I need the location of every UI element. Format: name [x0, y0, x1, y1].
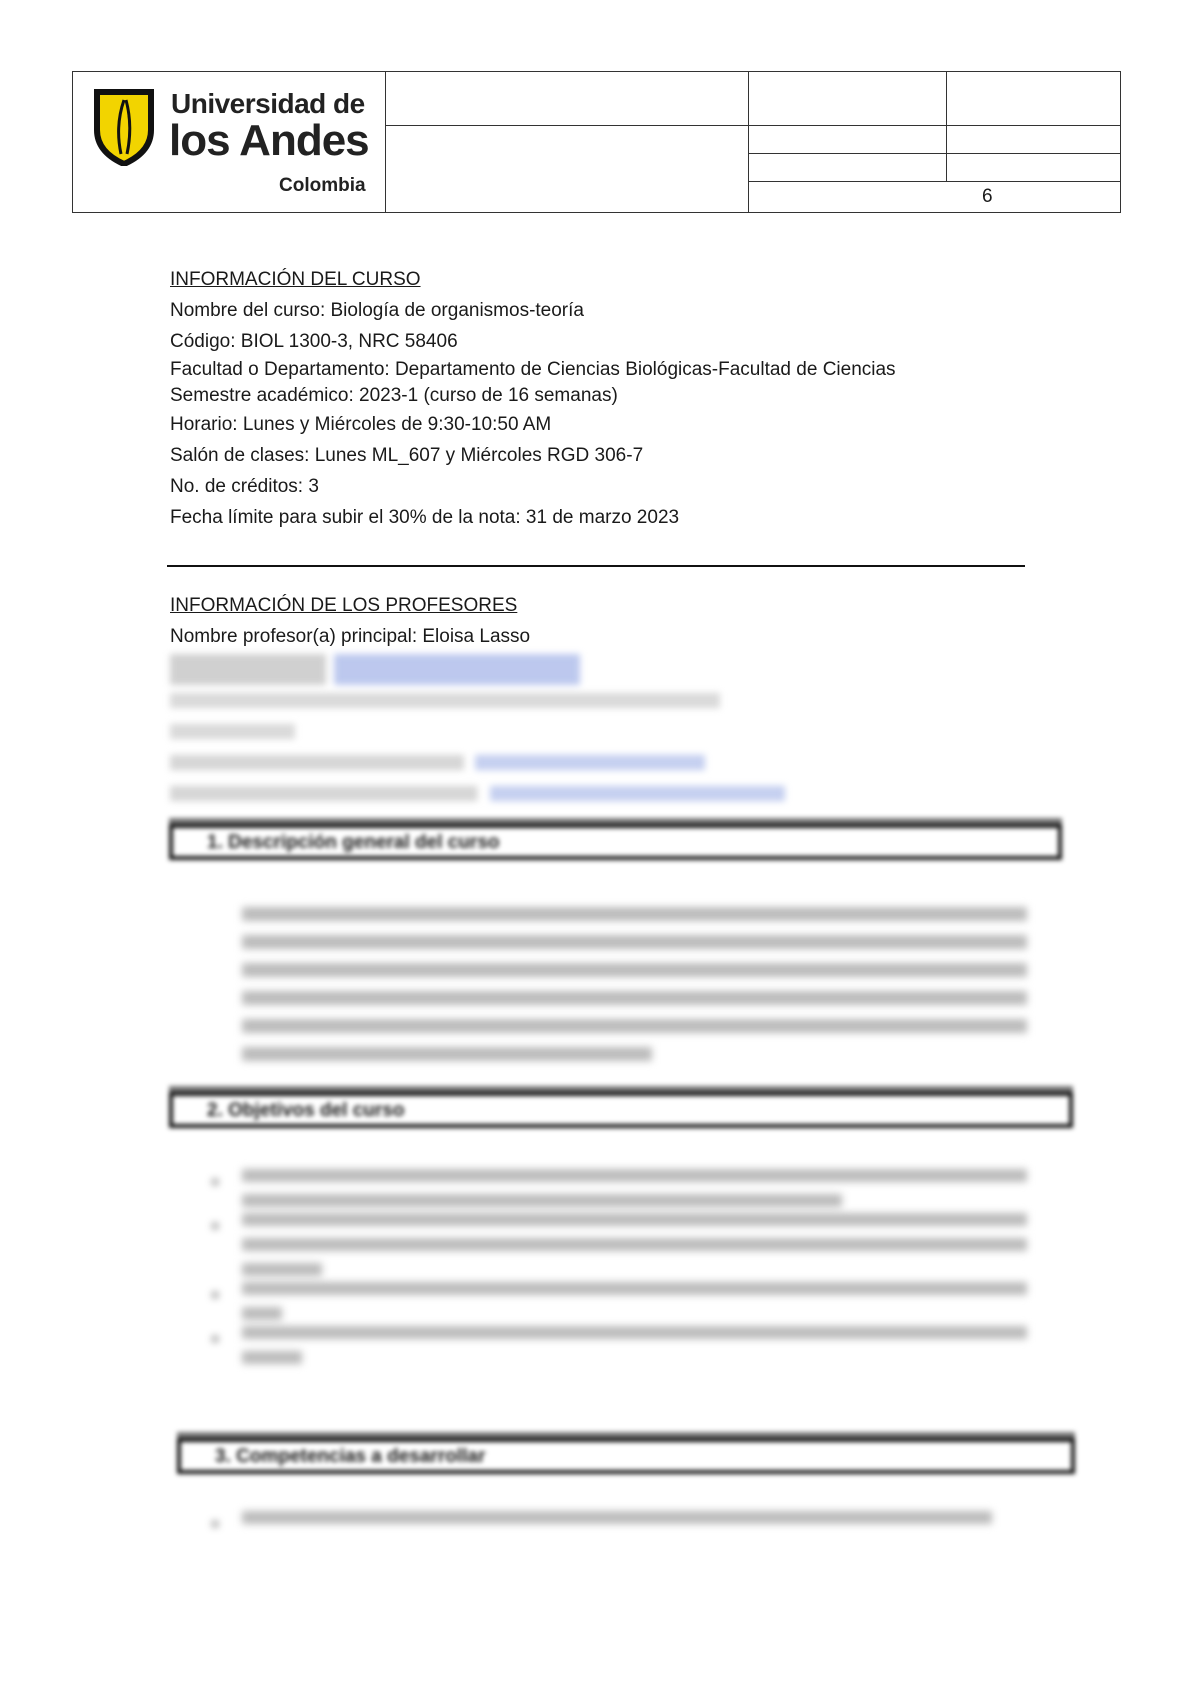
header-cell-subtitle	[386, 126, 749, 212]
header-cell	[749, 72, 947, 126]
section-heading-2	[169, 1092, 1073, 1128]
page-number-cell	[749, 182, 1120, 212]
header-cell	[947, 72, 1120, 126]
course-schedule: Horario: Lunes y Miércoles de 9:30-10:50 AM	[170, 414, 552, 435]
header-cell	[947, 154, 1120, 182]
section-title-1: 1. Descripción general del curso	[207, 832, 500, 853]
section-heading-3	[177, 1438, 1075, 1474]
course-info	[170, 264, 1030, 533]
main-professor: Nombre profesor(a) principal: Eloisa Lasso	[170, 626, 531, 647]
course-code: Código: BIOL 1300-3, NRC 58406	[170, 331, 458, 352]
divider	[167, 565, 1025, 567]
header-table	[72, 71, 1121, 213]
logo-line-1: Universidad de	[171, 88, 365, 119]
logo-line-3: Colombia	[279, 175, 366, 196]
redacted-professor-details	[170, 654, 785, 809]
header-cell	[749, 126, 947, 154]
course-credits: No. de créditos: 3	[170, 476, 319, 497]
section-title-3: 3. Competencias a desarrollar	[215, 1446, 486, 1467]
redacted-objectives	[212, 1163, 1027, 1364]
course-room: Salón de clases: Lunes ML_607 y Miércoles RGD 306-7	[170, 445, 644, 466]
course-deadline: Fecha límite para subir el 30% de la nota: 31 de marzo 2023	[170, 507, 680, 528]
logo-cell	[73, 72, 386, 212]
professors-info	[170, 590, 785, 809]
header-cell	[947, 126, 1120, 154]
logo-wordmark	[73, 72, 386, 212]
section-heading-1	[169, 824, 1062, 860]
redacted-competencies	[212, 1505, 1027, 1524]
header-cell-title	[386, 72, 749, 126]
course-info-heading: INFORMACIÓN DEL CURSO	[170, 269, 421, 290]
redacted-description	[242, 900, 1027, 1061]
logo-line-2: los Andes	[169, 116, 369, 165]
course-semester: Semestre académico: 2023-1 (curso de 16 semanas)	[170, 385, 618, 406]
course-faculty: Facultad o Departamento: Departamento de Ciencias Biológicas-Facultad de Ciencias	[170, 359, 896, 380]
section-title-2: 2. Objetivos del curso	[207, 1100, 405, 1121]
page-number: 6	[982, 186, 993, 207]
course-name: Nombre del curso: Biología de organismos-teoría	[170, 300, 584, 321]
professors-heading: INFORMACIÓN DE LOS PROFESORES	[170, 595, 518, 616]
header-cell	[749, 154, 947, 182]
